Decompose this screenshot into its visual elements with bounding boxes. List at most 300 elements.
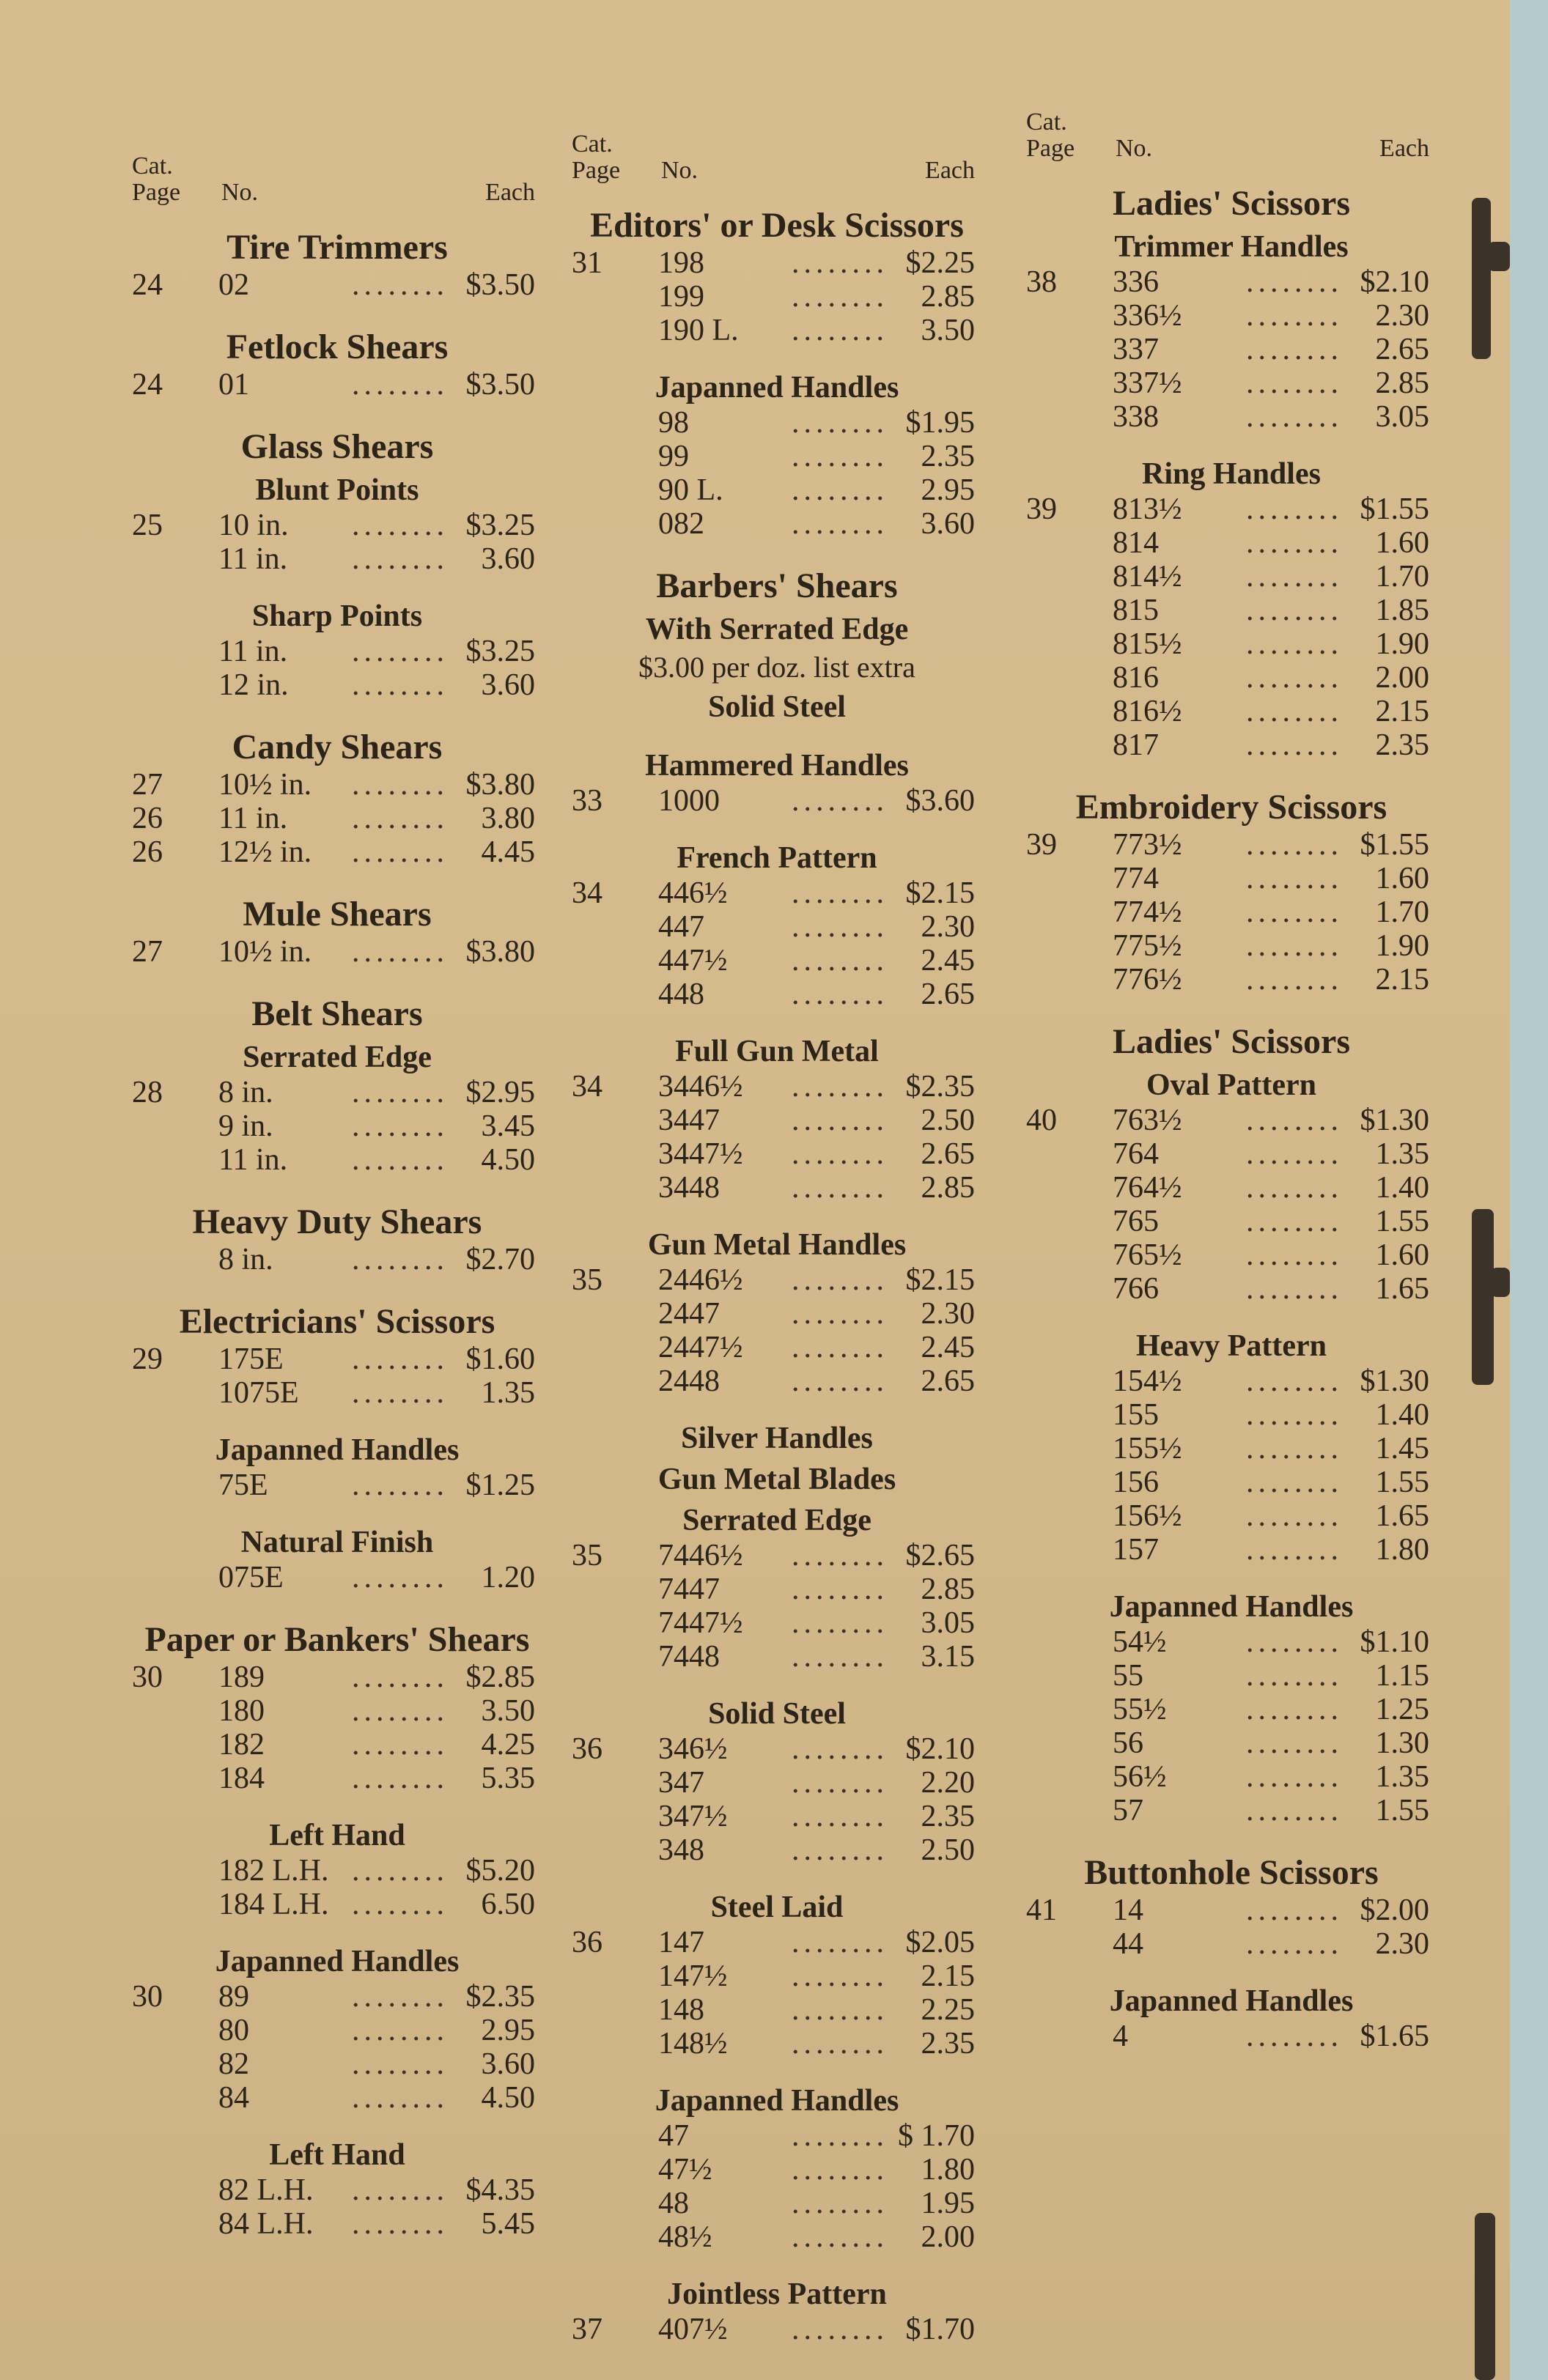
leader-dots: ........ <box>352 1980 449 2014</box>
price-row <box>572 1993 982 2027</box>
price-section <box>132 1795 542 1921</box>
price-section <box>572 725 982 818</box>
item-price: 3.15 <box>921 1640 975 1674</box>
leader-dots: ........ <box>792 2220 888 2254</box>
item-price: 2.00 <box>921 2220 975 2254</box>
catalog-page-number: 39 <box>1026 828 1057 862</box>
leader-dots: ........ <box>1246 1137 1343 1171</box>
price-row <box>1026 1364 1437 1398</box>
section-subtitle: Japanned Handles <box>655 2084 899 2118</box>
item-price: 2.95 <box>921 473 975 507</box>
leader-dots: ........ <box>792 1959 888 1993</box>
item-price: 1.65 <box>1375 1272 1429 1306</box>
header-page: Page <box>572 157 621 184</box>
catalog-page-number: 35 <box>572 1539 602 1572</box>
item-number: 2448 <box>658 1364 720 1398</box>
item-price: 2.65 <box>921 978 975 1011</box>
price-row <box>1026 492 1437 526</box>
spacer <box>132 1177 542 1194</box>
catalog-page-number: 34 <box>572 876 602 910</box>
leader-dots: ........ <box>352 509 449 542</box>
leader-dots: ........ <box>1246 560 1343 594</box>
leader-dots: ........ <box>792 1104 888 1137</box>
item-number: 182 L.H. <box>218 1854 329 1888</box>
section-title: Mule Shears <box>243 895 432 934</box>
item-price: $ 1.70 <box>898 2119 975 2153</box>
spacer <box>132 2115 542 2132</box>
item-price: $3.50 <box>465 368 535 402</box>
leader-dots: ........ <box>352 835 449 869</box>
section-subtitle: Steel Laid <box>710 1891 844 1924</box>
item-price: $3.50 <box>465 268 535 302</box>
item-number: 56½ <box>1113 1760 1167 1794</box>
item-number: 3447½ <box>658 1137 743 1171</box>
price-section <box>132 1410 542 1502</box>
leader-dots: ........ <box>352 1109 449 1143</box>
leader-dots: ........ <box>1246 1794 1343 1828</box>
price-section <box>572 1867 982 2061</box>
item-number: 11 in. <box>218 542 288 576</box>
leader-dots: ........ <box>792 1171 888 1205</box>
item-price: 2.65 <box>921 1364 975 1398</box>
section-subtitle: Left Hand <box>269 1819 405 1852</box>
price-section <box>1026 997 1437 1306</box>
item-number: 57 <box>1113 1794 1143 1828</box>
section-subtitle: Oval Pattern <box>1146 1068 1317 1102</box>
item-number: 14 <box>1113 1893 1143 1927</box>
spacer <box>132 1921 542 1939</box>
leader-dots: ........ <box>1246 265 1343 299</box>
catalog-page-number: 29 <box>132 1342 163 1376</box>
leader-dots: ........ <box>792 1800 888 1833</box>
section-title: Glass Shears <box>240 427 434 466</box>
item-price: 3.45 <box>481 1109 535 1143</box>
price-row <box>1026 1171 1437 1205</box>
price-column-1 <box>132 154 542 2241</box>
price-row <box>572 1766 982 1800</box>
price-section <box>572 2254 982 2346</box>
leader-dots: ........ <box>792 1364 888 1398</box>
catalog-page-number: 30 <box>132 1660 163 1694</box>
section-subtitle: With Serrated Edge <box>645 613 909 646</box>
price-row <box>1026 1625 1437 1659</box>
price-row <box>1026 929 1437 963</box>
price-row <box>1026 1137 1437 1171</box>
leader-dots: ........ <box>1246 695 1343 728</box>
spacer <box>1026 762 1437 780</box>
item-price: 1.25 <box>1375 1693 1429 1726</box>
item-number: 189 <box>218 1660 265 1694</box>
item-number: 775½ <box>1113 929 1182 963</box>
price-section <box>572 1011 982 1205</box>
price-row <box>572 1171 982 1205</box>
price-row <box>1026 661 1437 695</box>
price-section <box>132 402 542 576</box>
leader-dots: ........ <box>792 1732 888 1766</box>
item-price: 1.15 <box>1375 1659 1429 1693</box>
item-number: 3448 <box>658 1171 720 1205</box>
price-column-3 <box>1026 110 1437 2053</box>
item-price: $3.60 <box>905 784 975 818</box>
price-row <box>1026 560 1437 594</box>
item-price: 2.50 <box>921 1104 975 1137</box>
column-header <box>1026 110 1437 176</box>
spacer <box>132 402 542 419</box>
price-row <box>1026 1238 1437 1272</box>
catalog-page-number: 26 <box>132 802 163 835</box>
item-number: 82 L.H. <box>218 2173 314 2207</box>
item-price: 4.45 <box>481 835 535 869</box>
price-row <box>572 2027 982 2061</box>
leader-dots: ........ <box>792 2313 888 2346</box>
leader-dots: ........ <box>1246 1693 1343 1726</box>
leader-dots: ........ <box>1246 1499 1343 1533</box>
price-section <box>1026 183 1437 434</box>
leader-dots: ........ <box>1246 929 1343 963</box>
item-number: 44 <box>1113 1927 1143 1961</box>
price-section <box>572 541 982 725</box>
price-row <box>572 1104 982 1137</box>
price-row <box>572 314 982 347</box>
item-number: 447½ <box>658 944 728 978</box>
item-number: 98 <box>658 406 689 440</box>
item-price: 2.20 <box>921 1766 975 1800</box>
item-price: 3.50 <box>481 1694 535 1728</box>
price-row <box>132 2081 542 2115</box>
item-number: 89 <box>218 1980 249 2014</box>
price-section <box>1026 1567 1437 1828</box>
item-number: 813½ <box>1113 492 1182 526</box>
item-number: 184 <box>218 1762 265 1795</box>
leader-dots: ........ <box>1246 366 1343 400</box>
item-price: 2.50 <box>921 1833 975 1867</box>
section-title: Tire Trimmers <box>226 228 448 267</box>
item-number: 816 <box>1113 661 1159 695</box>
column-header <box>132 154 542 220</box>
price-row <box>1026 1794 1437 1828</box>
item-number: 10 in. <box>218 509 289 542</box>
binder-tab <box>1472 198 1491 359</box>
leader-dots: ........ <box>1246 1205 1343 1238</box>
section-title: Candy Shears <box>232 728 443 766</box>
item-price: 3.05 <box>921 1606 975 1640</box>
catalog-page-number: 37 <box>572 2313 602 2346</box>
item-number: 199 <box>658 280 704 314</box>
price-row <box>572 1732 982 1766</box>
item-price: 1.60 <box>1375 526 1429 560</box>
catalog-page-number: 31 <box>572 246 602 280</box>
spacer <box>132 576 542 594</box>
item-price: 1.90 <box>1375 929 1429 963</box>
price-row <box>1026 862 1437 895</box>
section-subtitle: Japanned Handles <box>215 1945 460 1978</box>
item-price: $3.80 <box>465 935 535 969</box>
leader-dots: ........ <box>352 542 449 576</box>
item-price: 1.80 <box>1375 1533 1429 1567</box>
price-row <box>572 473 982 507</box>
item-price: 1.35 <box>481 1376 535 1410</box>
section-subtitle: Solid Steel <box>708 690 846 724</box>
price-section <box>132 227 542 302</box>
leader-dots: ........ <box>1246 627 1343 661</box>
price-row <box>572 280 982 314</box>
section-title: Editors' or Desk Scissors <box>590 206 964 245</box>
item-price: 2.15 <box>1375 963 1429 997</box>
item-price: $1.55 <box>1360 492 1429 526</box>
price-row <box>572 440 982 473</box>
price-row <box>132 509 542 542</box>
leader-dots: ........ <box>352 1660 449 1694</box>
spacer <box>572 2254 982 2272</box>
price-section <box>572 2061 982 2254</box>
price-row <box>132 768 542 802</box>
leader-dots: ........ <box>1246 1272 1343 1306</box>
price-row <box>132 668 542 702</box>
item-number: 336½ <box>1113 299 1182 333</box>
item-number: 816½ <box>1113 695 1182 728</box>
leader-dots: ........ <box>792 1263 888 1297</box>
leader-dots: ........ <box>352 635 449 668</box>
item-number: 01 <box>218 368 249 402</box>
section-note: $3.00 per doz. list extra <box>638 651 915 684</box>
price-row <box>1026 1659 1437 1693</box>
leader-dots: ........ <box>352 2014 449 2047</box>
leader-dots: ........ <box>792 944 888 978</box>
item-number: 815 <box>1113 594 1159 627</box>
price-row <box>1026 1272 1437 1306</box>
leader-dots: ........ <box>352 1376 449 1410</box>
item-number: 082 <box>658 507 704 541</box>
item-number: 774½ <box>1113 895 1182 929</box>
item-number: 765½ <box>1113 1238 1182 1272</box>
price-row <box>132 802 542 835</box>
item-price: 1.55 <box>1375 1794 1429 1828</box>
price-row <box>1026 2019 1437 2053</box>
item-price: $5.20 <box>465 1854 535 1888</box>
leader-dots: ........ <box>352 1561 449 1594</box>
leader-dots: ........ <box>352 1694 449 1728</box>
item-number: 448 <box>658 978 704 1011</box>
leader-dots: ........ <box>792 2119 888 2153</box>
item-number: 48½ <box>658 2220 712 2254</box>
price-section <box>572 1674 982 1867</box>
item-number: 155½ <box>1113 1432 1182 1466</box>
spacer <box>132 702 542 720</box>
item-price: 5.45 <box>481 2207 535 2241</box>
leader-dots: ........ <box>1246 661 1343 695</box>
spacer <box>572 1398 982 1416</box>
price-section <box>132 1921 542 2115</box>
item-price: 3.80 <box>481 802 535 835</box>
price-row <box>1026 299 1437 333</box>
price-row <box>132 835 542 869</box>
price-row <box>572 2187 982 2220</box>
item-price: 1.60 <box>1375 862 1429 895</box>
price-row <box>1026 594 1437 627</box>
spacer <box>572 818 982 835</box>
price-row <box>572 2313 982 2346</box>
header-cat: Cat. <box>132 152 173 180</box>
leader-dots: ........ <box>1246 299 1343 333</box>
item-number: 3446½ <box>658 1070 743 1104</box>
section-title: Heavy Duty Shears <box>192 1202 482 1241</box>
item-price: $2.25 <box>905 246 975 280</box>
section-title: Embroidery Scissors <box>1075 788 1387 827</box>
item-number: 4 <box>1113 2019 1128 2053</box>
catalog-page-number: 27 <box>132 768 163 802</box>
item-price: 3.60 <box>481 542 535 576</box>
price-row <box>1026 1760 1437 1794</box>
leader-dots: ........ <box>1246 2019 1343 2053</box>
price-section <box>132 576 542 702</box>
leader-dots: ........ <box>1246 728 1343 762</box>
section-subtitle: Natural Finish <box>240 1526 434 1559</box>
price-row <box>572 876 982 910</box>
item-price: $2.10 <box>905 1732 975 1766</box>
item-number: 190 L. <box>658 314 739 347</box>
catalog-page-number: 25 <box>132 509 163 542</box>
price-row <box>132 935 542 969</box>
item-price: 1.60 <box>1375 1238 1429 1272</box>
leader-dots: ........ <box>352 1728 449 1762</box>
section-subtitle: Silver Handles <box>681 1422 873 1455</box>
item-price: 2.45 <box>921 1331 975 1364</box>
header-cat: Cat. <box>572 130 613 158</box>
price-row <box>572 1539 982 1572</box>
section-subtitle: Jointless Pattern <box>667 2277 887 2311</box>
leader-dots: ........ <box>792 784 888 818</box>
item-number: 198 <box>658 246 704 280</box>
item-price: 4.50 <box>481 2081 535 2115</box>
section-subtitle: Hammered Handles <box>645 749 909 783</box>
price-row <box>572 1572 982 1606</box>
item-price: 2.30 <box>921 910 975 944</box>
item-number: 764½ <box>1113 1171 1182 1205</box>
price-section <box>572 1398 982 1674</box>
item-number: 148½ <box>658 2027 728 2061</box>
leader-dots: ........ <box>352 1243 449 1276</box>
price-row <box>1026 728 1437 762</box>
item-number: 84 <box>218 2081 249 2115</box>
leader-dots: ........ <box>1246 1238 1343 1272</box>
leader-dots: ........ <box>792 440 888 473</box>
item-number: 8 in. <box>218 1243 273 1276</box>
item-price: 1.95 <box>921 2187 975 2220</box>
section-title: Paper or Bankers' Shears <box>144 1620 530 1659</box>
leader-dots: ........ <box>792 1926 888 1959</box>
item-price: 1.85 <box>1375 594 1429 627</box>
leader-dots: ........ <box>352 1342 449 1376</box>
price-row <box>132 1728 542 1762</box>
section-subtitle: Trimmer Handles <box>1114 230 1349 264</box>
leader-dots: ........ <box>1246 1171 1343 1205</box>
price-section <box>132 869 542 969</box>
price-row <box>132 2047 542 2081</box>
leader-dots: ........ <box>792 1539 888 1572</box>
price-row <box>132 2014 542 2047</box>
leader-dots: ........ <box>352 268 449 302</box>
item-number: 446½ <box>658 876 728 910</box>
item-price: $1.60 <box>465 1342 535 1376</box>
spacer <box>1026 1567 1437 1584</box>
price-row <box>572 1800 982 1833</box>
section-subtitle: Serrated Edge <box>682 1504 871 1537</box>
spacer <box>132 1276 542 1294</box>
leader-dots: ........ <box>792 314 888 347</box>
leader-dots: ........ <box>1246 1726 1343 1760</box>
item-price: 2.65 <box>1375 333 1429 366</box>
spacer <box>572 541 982 558</box>
item-price: 2.25 <box>921 1993 975 2027</box>
leader-dots: ........ <box>352 668 449 702</box>
item-price: 6.50 <box>481 1888 535 1921</box>
item-number: 55½ <box>1113 1693 1167 1726</box>
item-price: $2.65 <box>905 1539 975 1572</box>
item-number: 9 in. <box>218 1109 273 1143</box>
price-row <box>132 1888 542 1921</box>
leader-dots: ........ <box>1246 1927 1343 1961</box>
item-price: 1.70 <box>1375 895 1429 929</box>
leader-dots: ........ <box>1246 1760 1343 1794</box>
header-no: No. <box>1116 135 1153 162</box>
price-section <box>572 205 982 347</box>
leader-dots: ........ <box>1246 1104 1343 1137</box>
price-section <box>132 1594 542 1795</box>
item-number: 180 <box>218 1694 265 1728</box>
price-row <box>572 246 982 280</box>
leader-dots: ........ <box>1246 492 1343 526</box>
item-number: 346½ <box>658 1732 728 1766</box>
leader-dots: ........ <box>792 1137 888 1171</box>
price-section <box>1026 1828 1437 1961</box>
section-title: Ladies' Scissors <box>1112 184 1351 223</box>
spacer <box>132 1594 542 1612</box>
price-row <box>1026 1499 1437 1533</box>
item-price: 2.45 <box>921 944 975 978</box>
section-title: Barbers' Shears <box>656 566 898 605</box>
item-number: 1075E <box>218 1376 299 1410</box>
leader-dots: ........ <box>1246 1893 1343 1927</box>
item-price: $3.25 <box>465 509 535 542</box>
section-subtitle: Gun Metal Handles <box>647 1228 907 1262</box>
item-price: 1.35 <box>1375 1137 1429 1171</box>
price-row <box>132 1660 542 1694</box>
item-price: $2.35 <box>905 1070 975 1104</box>
item-number: 156½ <box>1113 1499 1182 1533</box>
item-price: 1.35 <box>1375 1760 1429 1794</box>
section-subtitle: Blunt Points <box>255 473 419 507</box>
item-price: 2.95 <box>481 2014 535 2047</box>
price-row <box>572 944 982 978</box>
leader-dots: ........ <box>1246 1659 1343 1693</box>
price-row <box>572 1297 982 1331</box>
section-subtitle: Ring Handles <box>1142 457 1321 491</box>
section-subtitle: Japanned Handles <box>1109 1984 1354 2018</box>
item-number: 347 <box>658 1766 704 1800</box>
price-row <box>1026 526 1437 560</box>
item-number: 764 <box>1113 1137 1159 1171</box>
price-row <box>572 1959 982 1993</box>
item-price: $3.80 <box>465 768 535 802</box>
section-subtitle: Sharp Points <box>251 599 423 633</box>
item-price: $1.55 <box>1360 828 1429 862</box>
leader-dots: ........ <box>352 2081 449 2115</box>
leader-dots: ........ <box>352 2207 449 2241</box>
item-number: 54½ <box>1113 1625 1167 1659</box>
price-row <box>1026 1693 1437 1726</box>
catalog-page-number: 30 <box>132 1980 163 2014</box>
item-price: 1.55 <box>1375 1205 1429 1238</box>
